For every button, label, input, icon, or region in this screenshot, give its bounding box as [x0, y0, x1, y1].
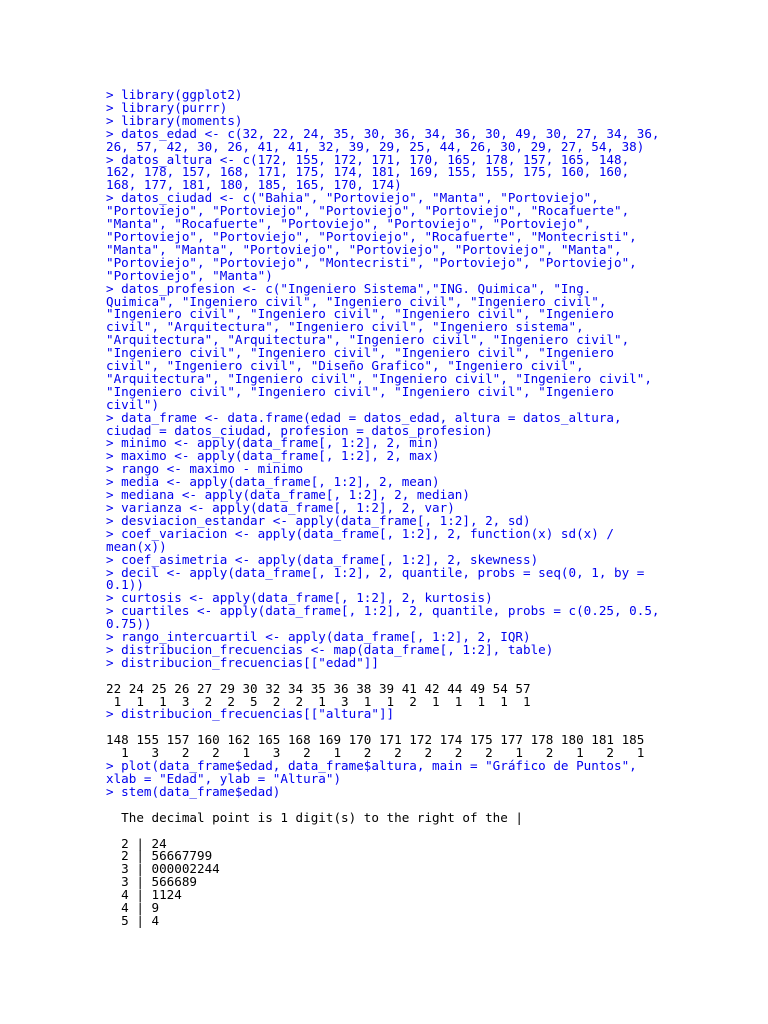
console-command-line: civil", "Ingeniero civil", "Diseño Grafico", "Ingeniero civil",	[106, 358, 584, 374]
console-command-line: > minimo <- apply(data_frame[, 1:2], 2, min)	[106, 435, 440, 451]
console-command-line: "Portoviejo", "Portoviejo", "Montecristi", "Portoviejo", "Portoviejo",	[106, 254, 637, 270]
console-output-line: 3 | 566689	[106, 874, 197, 890]
console-command-line: > datos_edad <- c(32, 22, 24, 35, 30, 36, 34, 36, 30, 49, 30, 27, 34, 36,	[106, 125, 660, 141]
console-command-line: > distribucion_frecuencias <- map(data_frame[, 1:2], table)	[106, 641, 554, 657]
console-command-line: > library(ggplot2)	[106, 87, 243, 102]
console-output-line: 4 | 9	[106, 900, 160, 916]
console-command-line: "Manta", "Rocafuerte", "Portoviejo", "Portoviejo", "Portoviejo",	[106, 216, 592, 232]
console-output-line: 5 | 4	[106, 912, 160, 928]
console-output-line: 1 1 1 3 2 2 5 2 2 1 3 1 1 2 1 1 1 1 1	[106, 693, 531, 709]
console-command-line: civil")	[106, 396, 160, 412]
console-command-line: "Portoviejo", "Manta")	[106, 267, 273, 283]
console-output-line: 2 | 24	[106, 835, 167, 851]
console-command-line: 168, 177, 181, 180, 185, 165, 170, 174)	[106, 177, 402, 193]
console-command-line: > stem(data_frame$edad)	[106, 783, 281, 799]
console-command-line: > distribucion_frecuencias[["edad"]]	[106, 654, 379, 670]
console-command-line: > library(purrr)	[106, 99, 228, 115]
console-command-line: Quimica", "Ingeniero civil", "Ingeniero civil", "Ingeniero civil",	[106, 293, 607, 309]
console-command-line: > media <- apply(data_frame[, 1:2], 2, mean)	[106, 474, 440, 490]
console-command-line: "Manta", "Manta", "Portoviejo", "Portoviejo", "Portoviejo", "Manta",	[106, 241, 622, 257]
console-command-line: > distribucion_frecuencias[["altura"]]	[106, 706, 395, 722]
console-command-line: 0.75))	[106, 616, 152, 632]
console-command-line: > varianza <- apply(data_frame[, 1:2], 2, var)	[106, 500, 455, 515]
console-output-line: 1 3 2 2 1 3 2 1 2 2 2 2 2 1 2 1 2 1	[106, 745, 645, 761]
console-command-line: > curtosis <- apply(data_frame[, 1:2], 2, kurtosis)	[106, 590, 493, 606]
console-command-line: "Ingeniero civil", "Ingeniero civil", "Ingeniero civil", "Ingeniero	[106, 383, 614, 399]
console-output-line: 4 | 1124	[106, 887, 182, 903]
console-output-line	[106, 825, 746, 838]
console-output-line: 2 | 56667799	[106, 848, 213, 864]
console-command-line: > datos_altura <- c(172, 155, 172, 171, 170, 165, 178, 157, 165, 148,	[106, 151, 630, 167]
console-command-line: > cuartiles <- apply(data_frame[, 1:2], 2, quantile, probs = c(0.25, 0.5,	[106, 603, 660, 619]
console-output-line: 22 24 25 26 27 29 30 32 34 35 36 38 39 41 42 44 49 54 57	[106, 680, 531, 696]
console-command-line: "Ingeniero civil", "Ingeniero civil", "Ingeniero civil", "Ingeniero	[106, 345, 614, 361]
console-command-line: "Arquitectura", "Ingeniero civil", "Ingeniero civil", "Ingeniero civil",	[106, 370, 652, 386]
console-output-line: The decimal point is 1 digit(s) to the right of the |	[106, 809, 524, 825]
console-command-line: > datos_profesion <- c("Ingeniero Sistema","ING. Quimica", "Ing.	[106, 280, 592, 296]
console-command-line: "Ingeniero civil", "Ingeniero civil", "Ingeniero civil", "Ingeniero	[106, 306, 614, 322]
console-command-line: > datos_ciudad <- c("Bahia", "Portoviejo", "Manta", "Portoviejo",	[106, 190, 599, 206]
console-command-line: > maximo <- apply(data_frame[, 1:2], 2, max)	[106, 448, 440, 464]
console-command-line: > rango <- maximo - minimo	[106, 461, 304, 477]
console-command-line: > coef_asimetria <- apply(data_frame[, 1:2], 2, skewness)	[106, 551, 539, 567]
console-command-line: > mediana <- apply(data_frame[, 1:2], 2, median)	[106, 487, 470, 503]
console-command-line: 162, 178, 157, 168, 171, 175, 174, 181, 169, 155, 155, 175, 160, 160,	[106, 164, 630, 180]
console-command-line: > data_frame <- data.frame(edad = datos_edad, altura = datos_altura,	[106, 409, 622, 425]
r-console-transcript	[106, 89, 746, 928]
console-command-line: > coef_variacion <- apply(data_frame[, 1:2], 2, function(x) sd(x) /	[106, 525, 614, 541]
console-command-line: > rango_intercuartil <- apply(data_frame[, 1:2], 2, IQR)	[106, 629, 531, 645]
console-command-line: xlab = "Edad", ylab = "Altura")	[106, 771, 342, 786]
console-command-line: > plot(data_frame$edad, data_frame$altura, main = "Gráfico de Puntos",	[106, 758, 637, 774]
console-command-line: > desviacion_estandar <- apply(data_frame[, 1:2], 2, sd)	[106, 512, 531, 528]
console-command-line: 26, 57, 42, 30, 26, 41, 41, 32, 39, 29, 25, 44, 26, 30, 29, 27, 54, 38)	[106, 138, 645, 154]
console-command-line: ciudad = datos_ciudad, profesion = datos_profesion)	[106, 422, 493, 438]
console-output-line: 3 | 000002244	[106, 861, 220, 877]
console-command-line: "Arquitectura", "Arquitectura", "Ingeniero civil", "Ingeniero civil",	[106, 332, 630, 348]
console-command-line: "Portoviejo", "Portoviejo", "Portoviejo", "Portoviejo", "Rocafuerte",	[106, 203, 630, 219]
console-command-line: civil", "Arquitectura", "Ingeniero civil", "Ingeniero sistema",	[106, 319, 584, 335]
console-command-line: mean(x))	[106, 538, 167, 554]
console-command-line: "Portoviejo", "Portoviejo", "Portoviejo", "Rocafuerte", "Montecristi",	[106, 228, 637, 244]
console-output-line: 148 155 157 160 162 165 168 169 170 171 172 174 175 177 178 180 181 185	[106, 732, 645, 748]
console-command-line: 0.1))	[106, 577, 144, 593]
console-command-line: > decil <- apply(data_frame[, 1:2], 2, quantile, probs = seq(0, 1, by =	[106, 564, 645, 580]
console-command-line: > library(moments)	[106, 112, 243, 128]
